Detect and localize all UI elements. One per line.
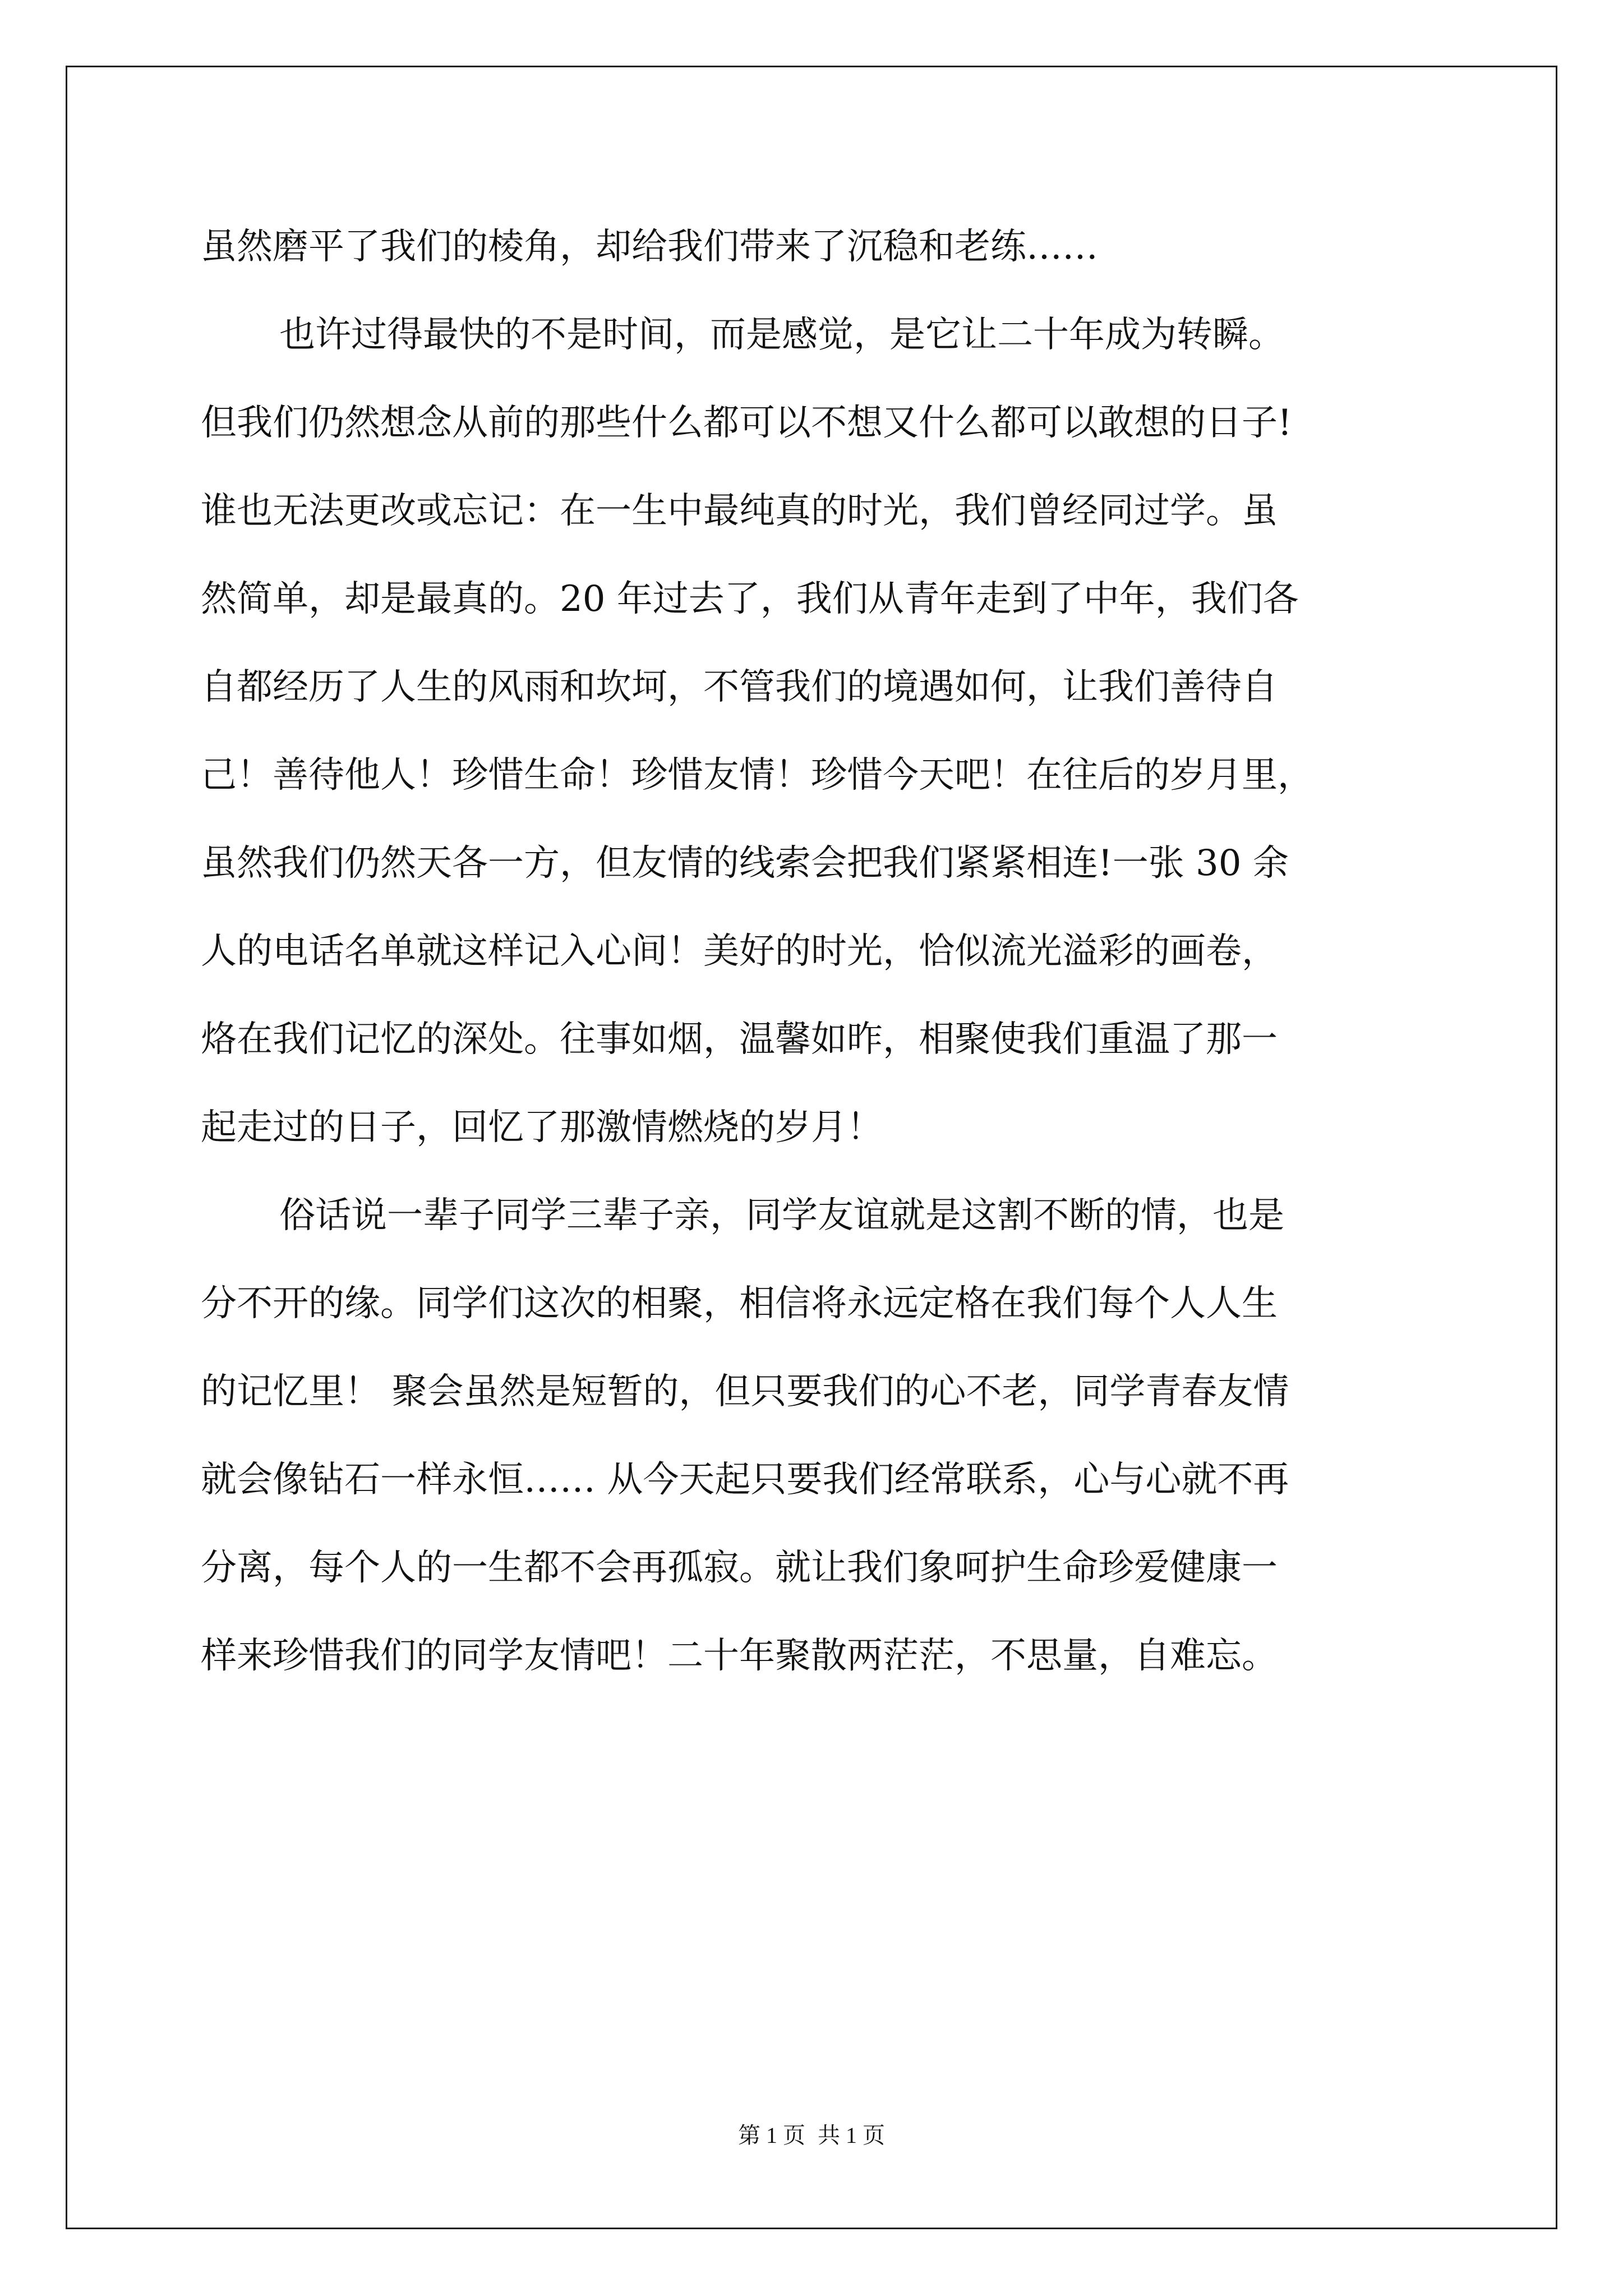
page-number: 第 1 页: [738, 2123, 805, 2148]
text-line: 分不开的缘。同学们这次的相聚，相信将永远定格在我们每个人人生: [201, 1283, 1278, 1324]
text-line: 分离，每个人的一生都不会再孤寂。就让我们象呵护生命珍爱健康一: [201, 1547, 1278, 1589]
text-line: 样来珍惜我们的同学友情吧！二十年聚散两茫茫，不思量，自难忘。: [201, 1635, 1278, 1677]
text-line: 谁也无法更改或忘记：在一生中最纯真的时光，我们曾经同过学。虽: [201, 490, 1278, 532]
text-line: 虽然磨平了我们的棱角，却给我们带来了沉稳和老练……: [201, 226, 1098, 268]
text-line: 自都经历了人生的风雨和坎坷，不管我们的境遇如何，让我们善待自: [201, 666, 1278, 708]
document-body: [201, 203, 1435, 1700]
page-footer: [0, 2122, 1623, 2150]
text-line: 的记忆里！ 聚会虽然是短暂的，但只要我们的心不老，同学青春友情: [201, 1371, 1289, 1412]
paragraph-first-line: 也许过得最快的不是时间，而是感觉，是它让二十年成为转瞬。: [279, 314, 1284, 356]
text-line: 人的电话名单就这样记入心间！美好的时光，恰似流光溢彩的画卷，: [201, 931, 1278, 972]
text-line: 但我们仍然想念从前的那些什么都可以不想又什么都可以敢想的日子!: [201, 402, 1292, 444]
text-line: 然简单，却是最真的。20 年过去了，我们从青年走到了中年，我们各: [201, 578, 1299, 620]
text-line: 起走过的日子，回忆了那激情燃烧的岁月！: [201, 1107, 883, 1148]
text-line: 就会像钻石一样永恒…… 从今天起只要我们经常联系，心与心就不再: [201, 1459, 1289, 1501]
text-line: 虽然我们仍然天各一方，但友情的线索会把我们紧紧相连!一张 30 余: [201, 843, 1289, 884]
page-total: 共 1 页: [818, 2123, 885, 2148]
text-line: 烙在我们记忆的深处。往事如烟，温馨如昨，相聚使我们重温了那一: [201, 1019, 1278, 1060]
paragraph-first-line: 俗话说一辈子同学三辈子亲，同学友谊就是这割不断的情，也是: [279, 1195, 1284, 1236]
text-line: 己！善待他人！珍惜生命！珍惜友情！珍惜今天吧！在往后的岁月里，: [201, 754, 1313, 796]
